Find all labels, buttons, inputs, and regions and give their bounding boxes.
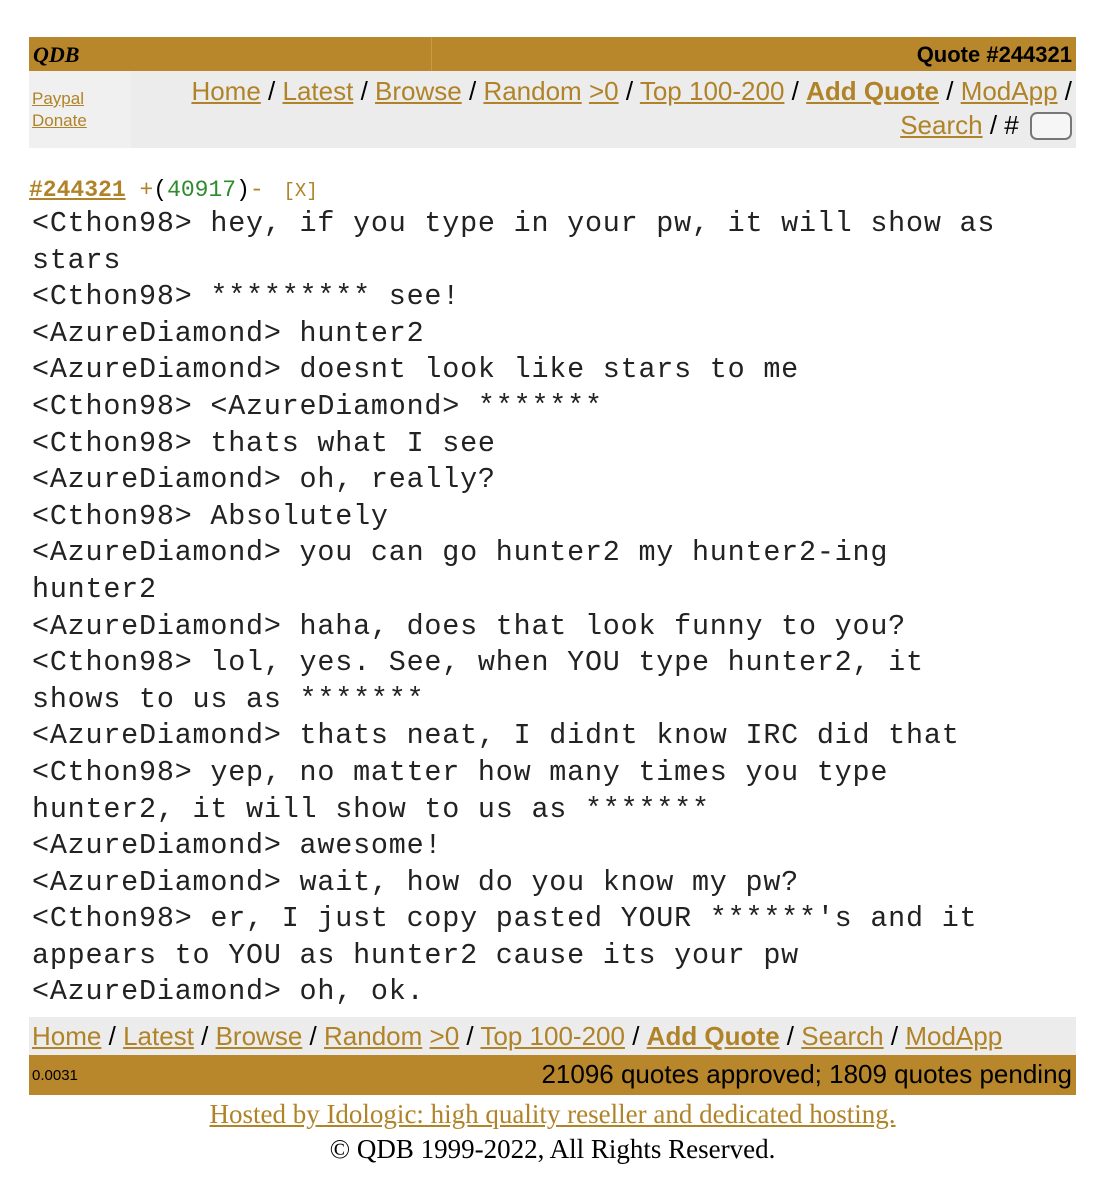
nav-add-quote-link[interactable]: Add Quote xyxy=(806,76,939,106)
quote-line: <AzureDiamond> wait, how do you know my pw? xyxy=(32,865,799,899)
flag-button[interactable]: [X] xyxy=(283,180,318,202)
quote-line: <Cthon98> ********* see! xyxy=(32,280,461,314)
quote-body xyxy=(29,206,1076,1011)
quote-line: <AzureDiamond> awesome! xyxy=(32,829,443,863)
quote-stats: 21096 quotes approved; 1809 quotes pending xyxy=(541,1059,1072,1090)
quote-line: <Cthon98> er, I just copy pasted YOUR ******'s and it xyxy=(32,902,978,936)
nav-browse-link[interactable]: Browse xyxy=(375,76,462,106)
quote-score: 40917 xyxy=(167,177,237,203)
nav-top-link[interactable]: Top 100-200 xyxy=(480,1021,625,1052)
paypal-donate-link[interactable] xyxy=(32,88,87,132)
nav-random-link[interactable]: Random xyxy=(483,76,582,106)
nav-sep: / xyxy=(625,76,634,106)
nav-row xyxy=(29,71,1076,148)
quote-line: <AzureDiamond> haha, does that look funny to you? xyxy=(32,609,907,643)
quote-line: <AzureDiamond> oh, really? xyxy=(32,463,496,497)
nav-home-link[interactable]: Home xyxy=(191,76,261,106)
nav-sep: / xyxy=(946,76,954,106)
render-time: 0.0031 xyxy=(32,1067,78,1085)
quote-line: <AzureDiamond> you can go hunter2 my hunter2-ing xyxy=(32,536,889,570)
nav-latest-link[interactable]: Latest xyxy=(282,76,354,106)
footer xyxy=(29,1097,1076,1167)
nav-modapp-link[interactable]: ModApp xyxy=(905,1021,1003,1052)
nav-sep: / xyxy=(466,1021,474,1052)
quote-line: stars xyxy=(32,243,122,277)
nav-random-positive-link[interactable]: >0 xyxy=(429,1021,460,1052)
quote-line: <Cthon98> lol, yes. See, when YOU type hunter2, it xyxy=(32,646,924,680)
nav-sep: / xyxy=(989,110,998,140)
nav-sep: / xyxy=(791,76,799,106)
score-paren-open: ( xyxy=(153,177,168,203)
nav-sep: / xyxy=(108,1021,116,1052)
page xyxy=(29,37,1076,1167)
nav-cell xyxy=(131,71,1076,148)
nav-sep: / xyxy=(786,1021,795,1052)
quote-line: <AzureDiamond> oh, ok. xyxy=(32,975,425,1009)
nav-sep: / xyxy=(360,76,368,106)
donate-line-1: Paypal xyxy=(32,89,84,108)
quote-permalink[interactable]: #244321 xyxy=(29,177,126,203)
quote-line: <Cthon98> Absolutely xyxy=(32,499,389,533)
nav-random-link[interactable]: Random xyxy=(324,1021,423,1052)
header-bar xyxy=(29,37,1076,71)
quote-line: shows to us as ******* xyxy=(32,682,425,716)
hosting-link[interactable]: Hosted by Idologic: high quality reseller and dedicated hosting. xyxy=(209,1099,896,1130)
bottom-nav xyxy=(29,1017,1076,1055)
nav-modapp-link[interactable]: ModApp xyxy=(960,76,1058,106)
nav-sep: / xyxy=(1064,76,1072,106)
quote-header xyxy=(29,175,1076,205)
nav-latest-link[interactable]: Latest xyxy=(123,1021,194,1052)
nav-sep: / xyxy=(468,76,477,106)
quote-line: hunter2 xyxy=(32,572,157,606)
quote-line: appears to YOU as hunter2 cause its your pw xyxy=(32,938,799,972)
quote-line: hunter2, it will show to us as ******* xyxy=(32,792,710,826)
quote-line: <Cthon98> <AzureDiamond> ******* xyxy=(32,389,603,423)
header-divider xyxy=(431,37,432,71)
top-nav xyxy=(191,74,1072,142)
copyright: © QDB 1999-2022, All Rights Reserved. xyxy=(329,1134,776,1165)
nav-sep: / xyxy=(201,1021,209,1052)
nav-sep: / xyxy=(632,1021,640,1052)
nav-random-positive-link[interactable]: >0 xyxy=(588,76,619,106)
quote-line: <Cthon98> yep, no matter how many times you type xyxy=(32,755,889,789)
page-title: Quote #244321 xyxy=(916,42,1072,67)
quote-line: <AzureDiamond> thats neat, I didnt know IRC did that xyxy=(32,719,960,753)
nav-sep: / xyxy=(268,76,276,106)
upvote-button[interactable]: + xyxy=(139,177,154,203)
downvote-button[interactable]: - xyxy=(249,177,264,203)
score-paren-close: ) xyxy=(236,177,250,203)
nav-top-link[interactable]: Top 100-200 xyxy=(639,76,785,106)
nav-browse-link[interactable]: Browse xyxy=(215,1021,303,1052)
quote-line: <Cthon98> thats what I see xyxy=(32,426,496,460)
quote-id-label: # xyxy=(1004,110,1019,140)
nav-search-link[interactable]: Search xyxy=(900,110,983,140)
quote-line: <AzureDiamond> hunter2 xyxy=(32,316,425,350)
nav-search-link[interactable]: Search xyxy=(801,1021,884,1052)
quote-line: <Cthon98> hey, if you type in your pw, it will show as xyxy=(32,207,996,240)
site-logo[interactable]: QDB xyxy=(33,42,80,67)
nav-sep: / xyxy=(890,1021,899,1052)
donate-cell xyxy=(29,71,129,148)
nav-sep: / xyxy=(309,1021,317,1052)
stats-bar xyxy=(29,1055,1076,1095)
nav-add-quote-link[interactable]: Add Quote xyxy=(646,1021,780,1052)
nav-home-link[interactable]: Home xyxy=(32,1021,102,1052)
quote-id-input[interactable] xyxy=(1030,112,1072,140)
quote-line: <AzureDiamond> doesnt look like stars to me xyxy=(32,353,799,387)
donate-line-2: Donate xyxy=(32,111,87,130)
